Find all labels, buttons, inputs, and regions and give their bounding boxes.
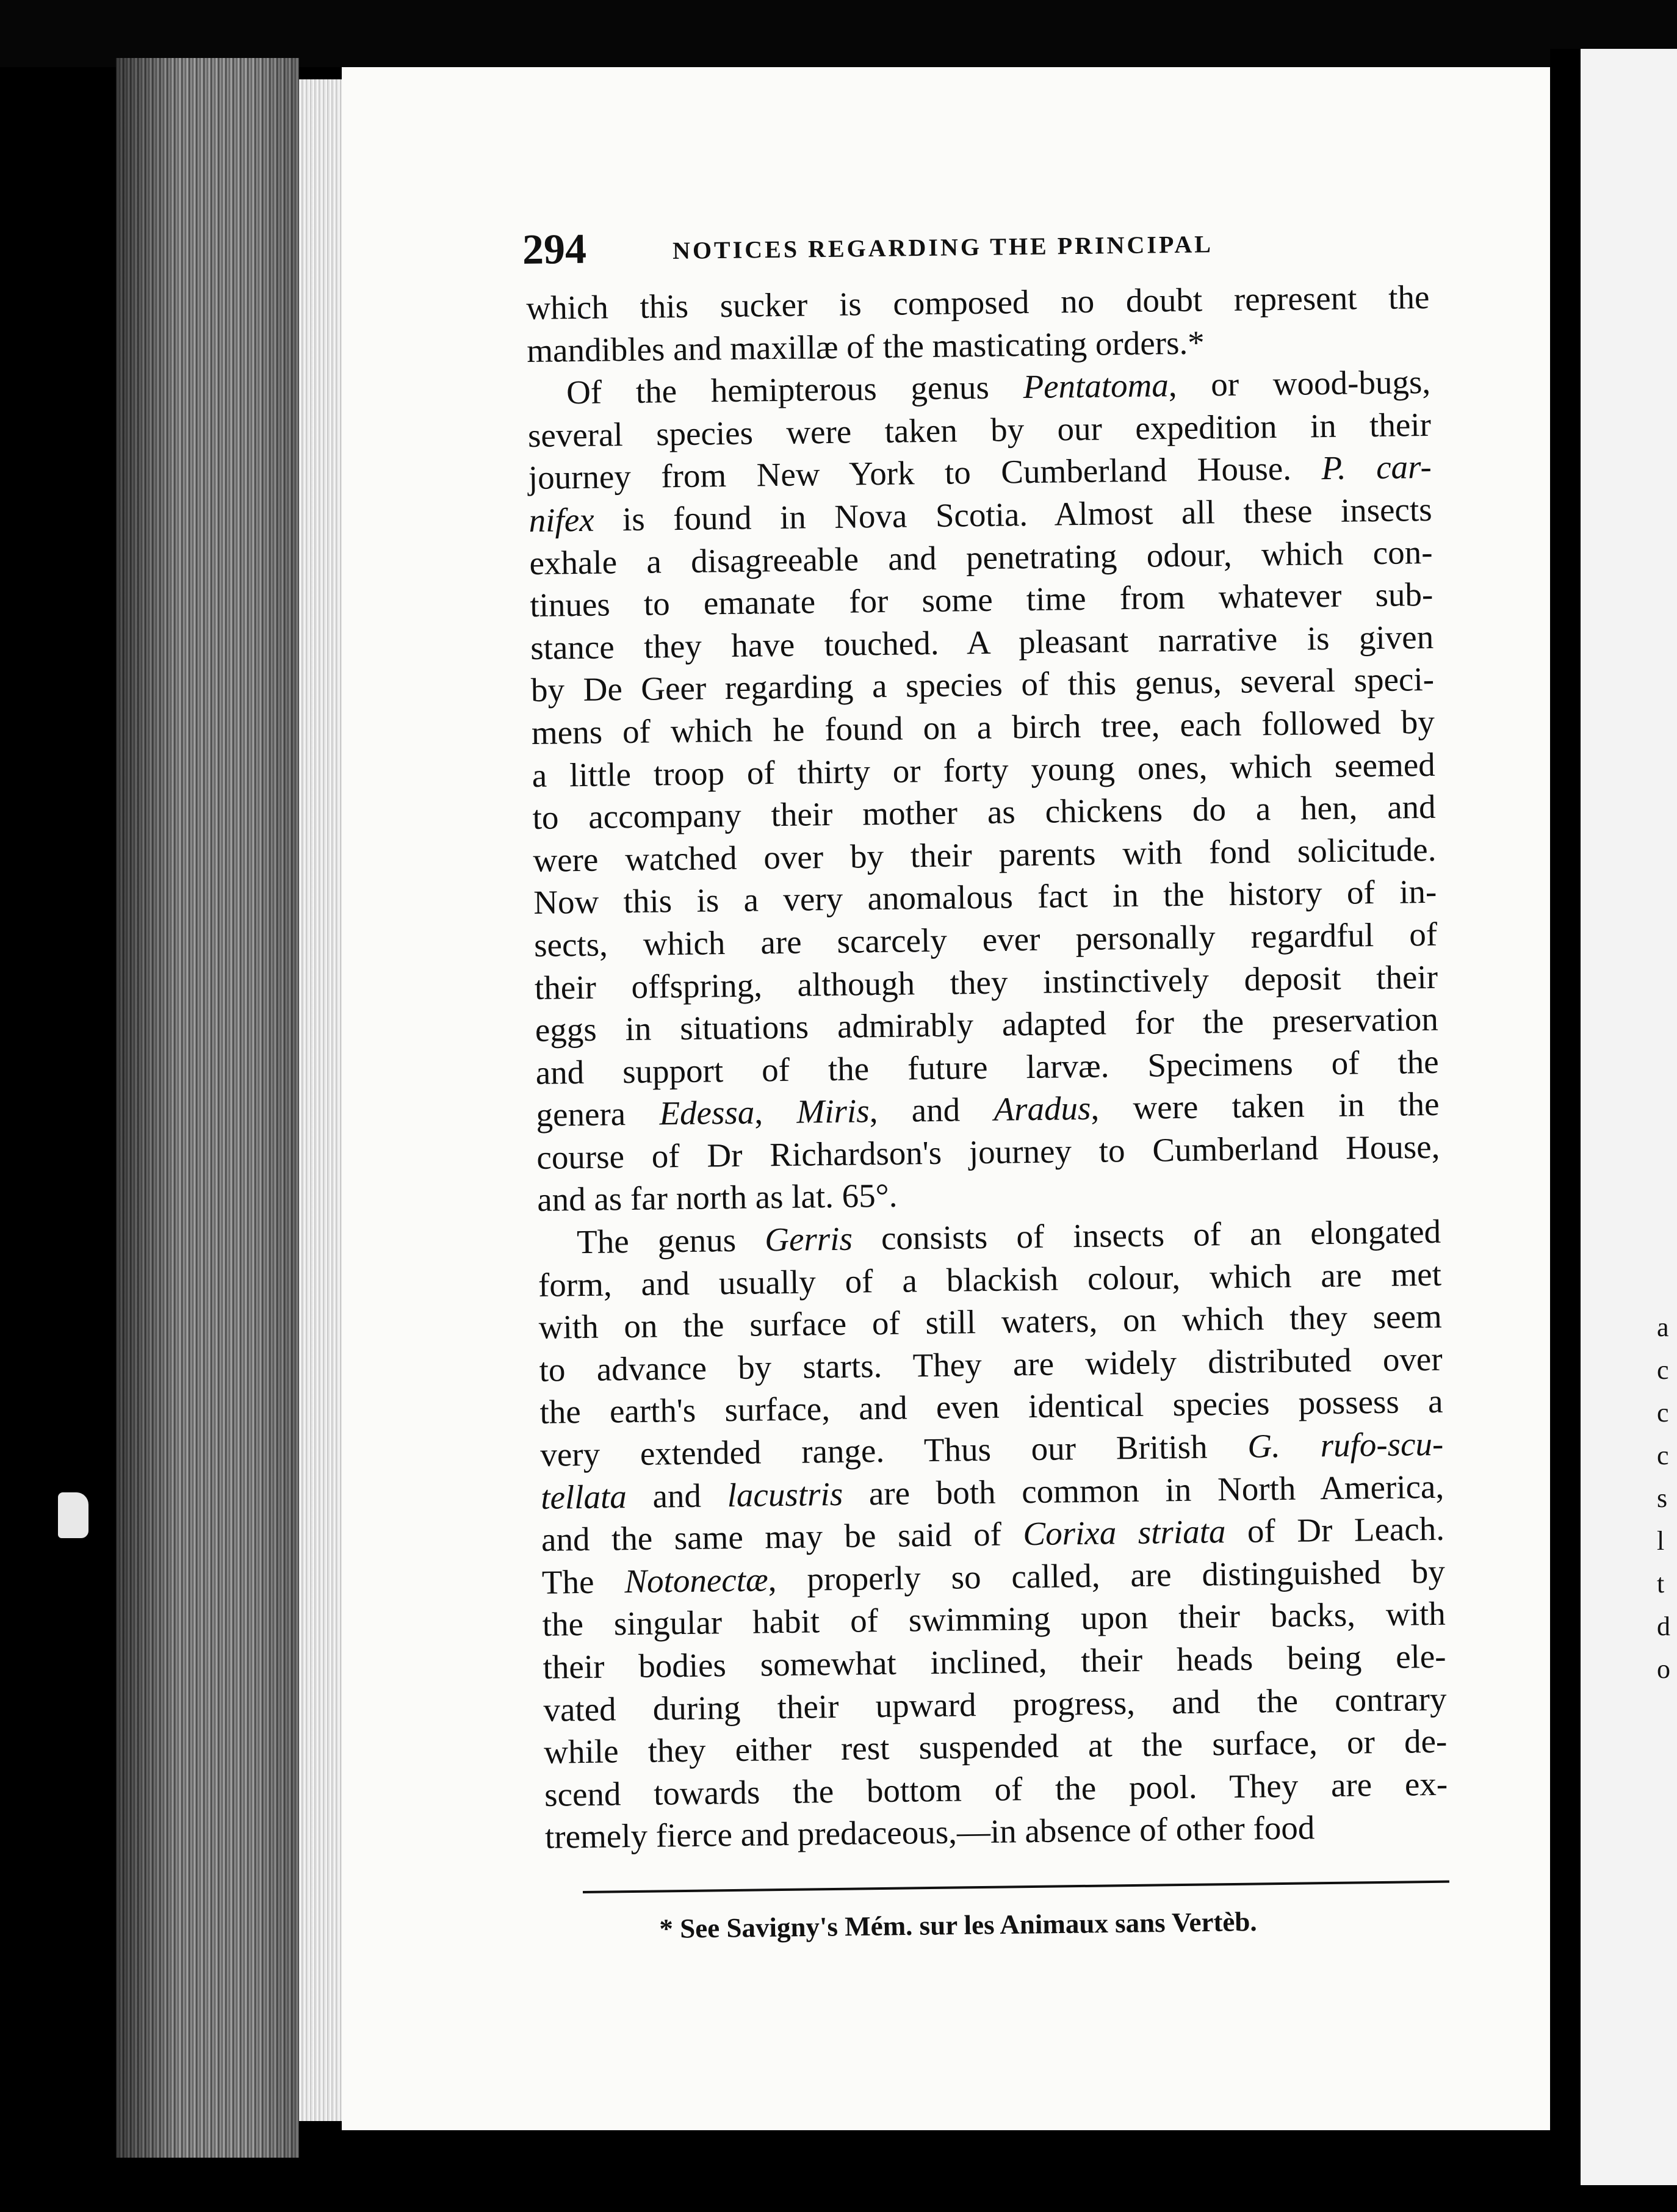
- running-title: NOTICES REGARDING THE PRINCIPAL: [672, 230, 1214, 264]
- italic-term: lacustris: [727, 1475, 843, 1514]
- text-run: vated during their upward progress, and the contrary: [543, 1680, 1447, 1729]
- edge-letter: s: [1657, 1483, 1668, 1513]
- text-run: and support of the future larvæ. Specimens of the: [535, 1043, 1439, 1091]
- text-run: and: [626, 1476, 728, 1515]
- text-run: The: [541, 1563, 625, 1601]
- text-run: their bodies somewhat inclined, their heads being ele-: [543, 1637, 1446, 1686]
- body-text: [526, 276, 1448, 1859]
- italic-term: Corixa striata: [1023, 1513, 1226, 1553]
- text-run: Of the hemipterous genus: [566, 368, 1023, 411]
- text-run: is found in Nova Scotia. Almost all these insects: [594, 490, 1432, 538]
- text-run: ,: [754, 1093, 797, 1131]
- text-run: to advance by starts. They are widely distributed over: [539, 1340, 1443, 1389]
- scanner-background: [0, 0, 1677, 67]
- page-number: 294: [522, 225, 587, 273]
- italic-term: Notonectæ: [624, 1561, 769, 1600]
- text-run: the earth's surface, and even identical species possess a: [539, 1382, 1443, 1431]
- italic-term: Pentatoma: [1023, 366, 1169, 406]
- edge-letter: c: [1657, 1440, 1669, 1470]
- edge-letter: c: [1657, 1398, 1669, 1428]
- page-stack-edges: [299, 79, 342, 2121]
- italic-term: Edessa: [659, 1093, 755, 1132]
- edge-letter: o: [1657, 1654, 1670, 1684]
- text-run: , were taken in the: [1090, 1085, 1440, 1127]
- facing-page-edge-letters: [1657, 1306, 1677, 1856]
- italic-term: nifex: [528, 501, 594, 539]
- text-run: while they either rest suspended at the surface, or de-: [543, 1722, 1448, 1771]
- facing-page: [1581, 49, 1677, 2185]
- text-run: form, and usually of a blackish colour, which are met: [538, 1255, 1442, 1304]
- text-run: journey from New York to Cumberland House.: [528, 449, 1322, 497]
- gutter-shadow: [1550, 49, 1581, 2185]
- edge-letter: a: [1657, 1312, 1669, 1342]
- text-run: very extended range. Thus our British: [540, 1427, 1248, 1473]
- text-run: with on the surface of still waters, on which they seem: [538, 1298, 1443, 1346]
- text-run: stance they have touched. A pleasant narrative is given: [530, 618, 1434, 667]
- text-run: and as far north as lat. 65°.: [536, 1177, 898, 1219]
- text-run: tinues to emanate for some time from whatever sub-: [530, 576, 1434, 624]
- spine-shadow: [116, 58, 299, 2158]
- text-run: mens of which he found on a birch tree, each followed by: [531, 703, 1435, 751]
- italic-term: tellata: [540, 1477, 627, 1516]
- text-run: The genus: [576, 1221, 765, 1261]
- text-run: sects, which are scarcely ever personally regardful of: [533, 915, 1438, 964]
- text-run: , or wood-bugs,: [1168, 363, 1431, 404]
- text-run: and the same may be said of: [541, 1515, 1023, 1559]
- edge-letter: t: [1657, 1569, 1665, 1599]
- text-run: , properly so called, are distinguished by: [768, 1552, 1446, 1599]
- text-run: their offspring, although they instinctively deposit their: [534, 958, 1438, 1007]
- text-run: , and: [869, 1091, 994, 1130]
- text-run: a little troop of thirty or forty young ones, which seemed: [532, 745, 1436, 794]
- running-head: [522, 211, 1474, 278]
- text-run: of Dr Leach.: [1225, 1509, 1445, 1550]
- text-run: were watched over by their parents with fond solicitude.: [533, 830, 1437, 879]
- page-clip: [58, 1492, 88, 1538]
- footnote: * See Savigny's Mém. sur les Animaux sans Vertèb.: [659, 1906, 1257, 1944]
- text-run: which this sucker is composed no doubt represent the: [526, 278, 1430, 327]
- italic-term: Aradus: [994, 1090, 1091, 1129]
- edge-letter: l: [1657, 1526, 1665, 1556]
- text-run: exhale a disagreeable and penetrating odour, which con-: [529, 533, 1433, 582]
- italic-term: Miris: [796, 1092, 870, 1130]
- text-run: are both common in North America,: [842, 1467, 1444, 1513]
- text-run: mandibles and maxillæ of the masticating orders.*: [526, 323, 1205, 369]
- text-run: by De Geer regarding a species of this genus, several speci-: [530, 660, 1435, 709]
- italic-term: P. car-: [1321, 448, 1432, 487]
- text-run: Now this is a very anomalous fact in the history of in-: [533, 873, 1437, 922]
- text-run: to accompany their mother as chickens do a hen, and: [532, 787, 1436, 837]
- edge-letter: d: [1657, 1611, 1670, 1641]
- edge-letter: c: [1657, 1355, 1669, 1385]
- text-run: course of Dr Richardson's journey to Cumberland House,: [536, 1127, 1440, 1176]
- text-run: eggs in situations admirably adapted for the preservation: [535, 1000, 1439, 1049]
- text-run: consists of insects of an elongated: [852, 1212, 1441, 1257]
- italic-term: Gerris: [764, 1220, 853, 1259]
- text-run: scend towards the bottom of the pool. They are ex-: [544, 1765, 1448, 1813]
- text-run: tremely fierce and predaceous,—in absence of other food: [544, 1809, 1315, 1856]
- text-run: genera: [536, 1094, 660, 1134]
- text-run: the singular habit of swimming upon their backs, with: [542, 1595, 1446, 1644]
- italic-term: G. rufo-scu-: [1247, 1425, 1444, 1465]
- text-run: several species were taken by our expedition in their: [527, 405, 1432, 454]
